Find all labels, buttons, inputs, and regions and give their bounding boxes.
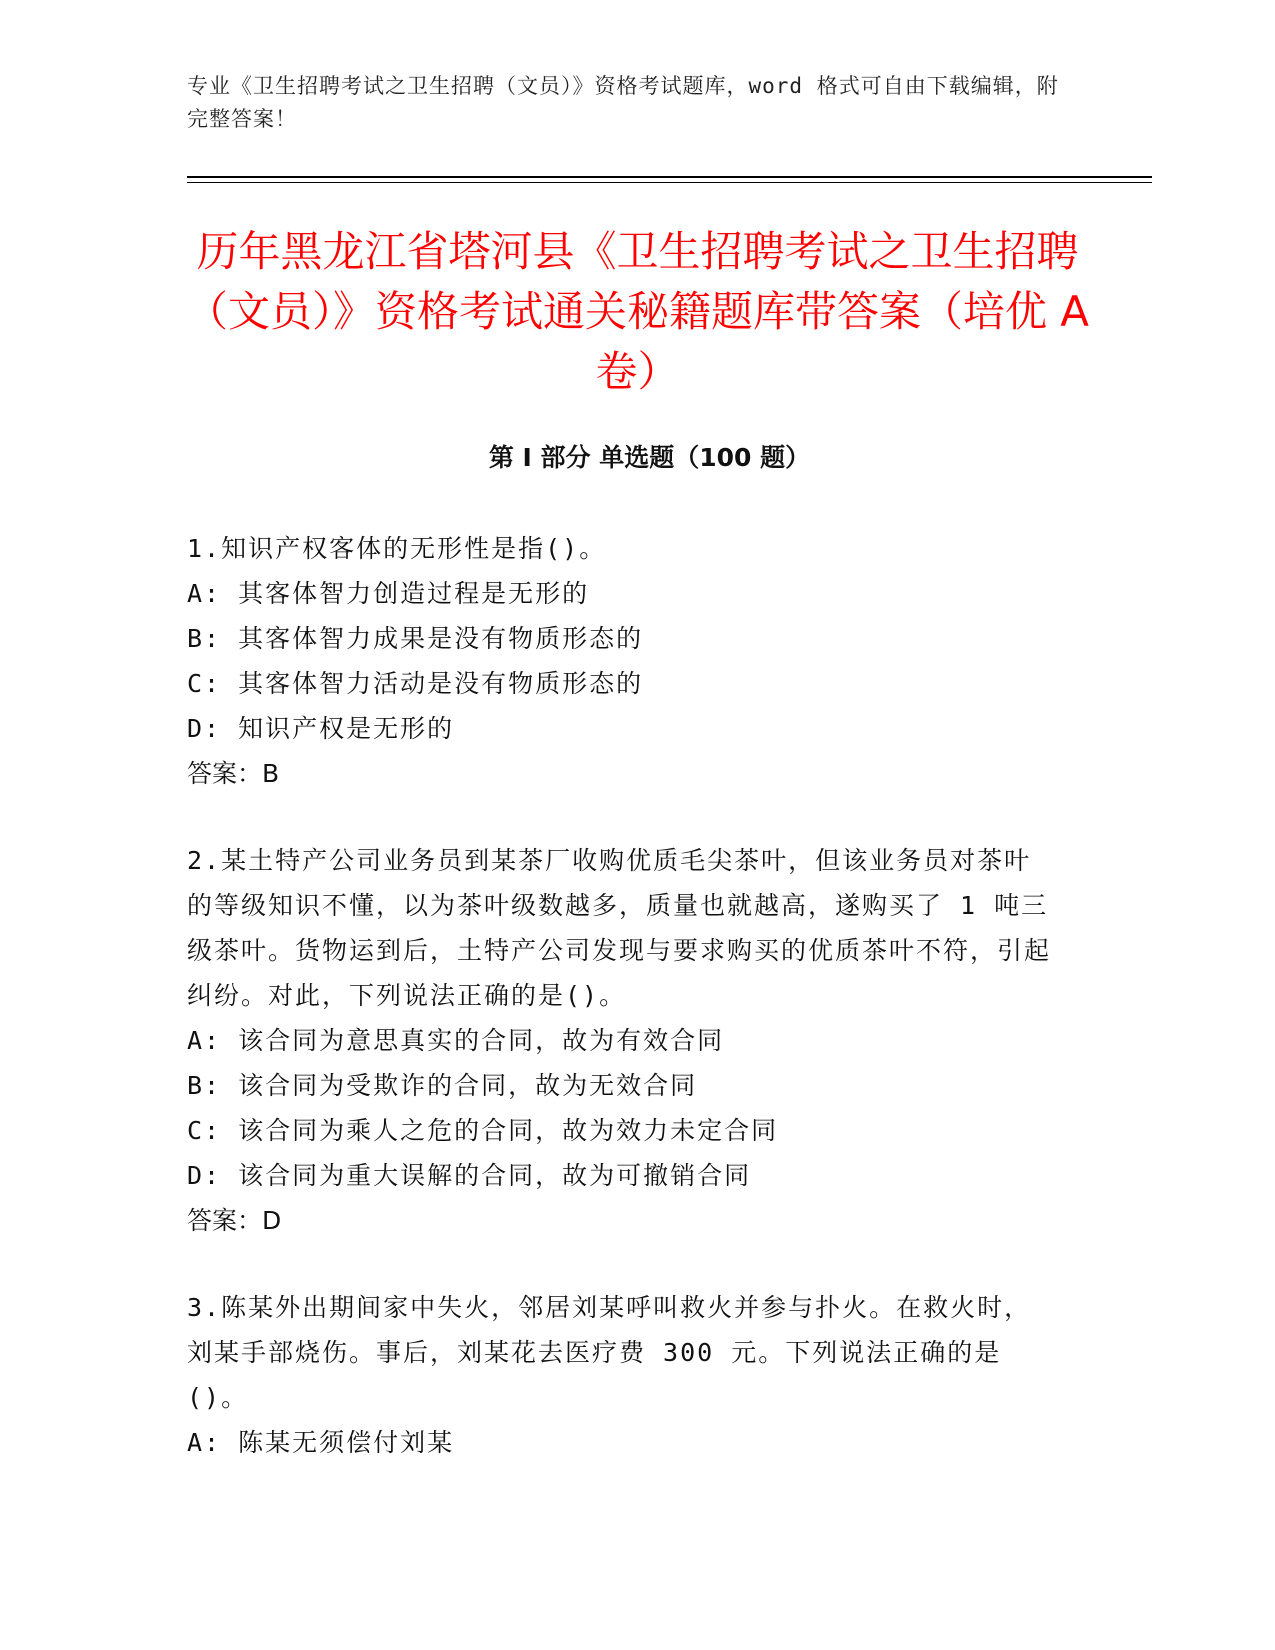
option-c: C: 该合同为乘人之危的合同，故为效力未定合同 [187, 1116, 779, 1145]
question-2 [187, 838, 1057, 1243]
question-stem: 1.知识产权客体的无形性是指()。 [187, 534, 607, 563]
document-title: 历年黑龙江省塔河县《卫生招聘考试之卫生招聘（文员）》资格考试通关秘籍题库带答案（培优 A 卷） [185, 227, 1090, 396]
option-a: A: 其客体智力创造过程是无形的 [187, 579, 590, 608]
answer: 答案：D [187, 1206, 282, 1235]
option-a: A: 该合同为意思真实的合同，故为有效合同 [187, 1026, 725, 1055]
section-heading: 第 I 部分 单选题（100 题） [488, 443, 811, 472]
option-a: A: 陈某无须偿付刘某 [187, 1428, 455, 1457]
header-rule-thin [187, 182, 1152, 183]
option-d: D: 知识产权是无形的 [187, 714, 455, 743]
option-c: C: 其客体智力活动是没有物质形态的 [187, 669, 644, 698]
question-stem: 3.陈某外出期间家中失火，邻居刘某呼叫救火并参与扑火。在救火时，刘某手部烧伤。事后，刘某花去医疗费 300 元。下列说法正确的是()。 [187, 1293, 1032, 1412]
question-1 [187, 526, 1057, 796]
question-stem: 2.某土特产公司业务员到某茶厂收购优质毛尖茶叶，但该业务员对茶叶的等级知识不懂，以为茶叶级数越多，质量也就越高，遂购买了 1 吨三级茶叶。货物运到后，土特产公司发现与要求购买的优质茶叶不符，引起纠纷。对此，下列说法正确的是()。 [187, 846, 1052, 1010]
answer: 答案：B [187, 759, 280, 788]
header-rule-thick [187, 176, 1152, 178]
option-b: B: 其客体智力成果是没有物质形态的 [187, 624, 644, 653]
question-3 [187, 1285, 1057, 1465]
option-d: D: 该合同为重大误解的合同，故为可撤销合同 [187, 1161, 752, 1190]
option-b: B: 该合同为受欺诈的合同，故为无效合同 [187, 1071, 698, 1100]
question-list [187, 526, 1057, 1507]
header-note: 专业《卫生招聘考试之卫生招聘（文员）》资格考试题库，word 格式可自由下载编辑，附完整答案！ [187, 74, 1059, 131]
